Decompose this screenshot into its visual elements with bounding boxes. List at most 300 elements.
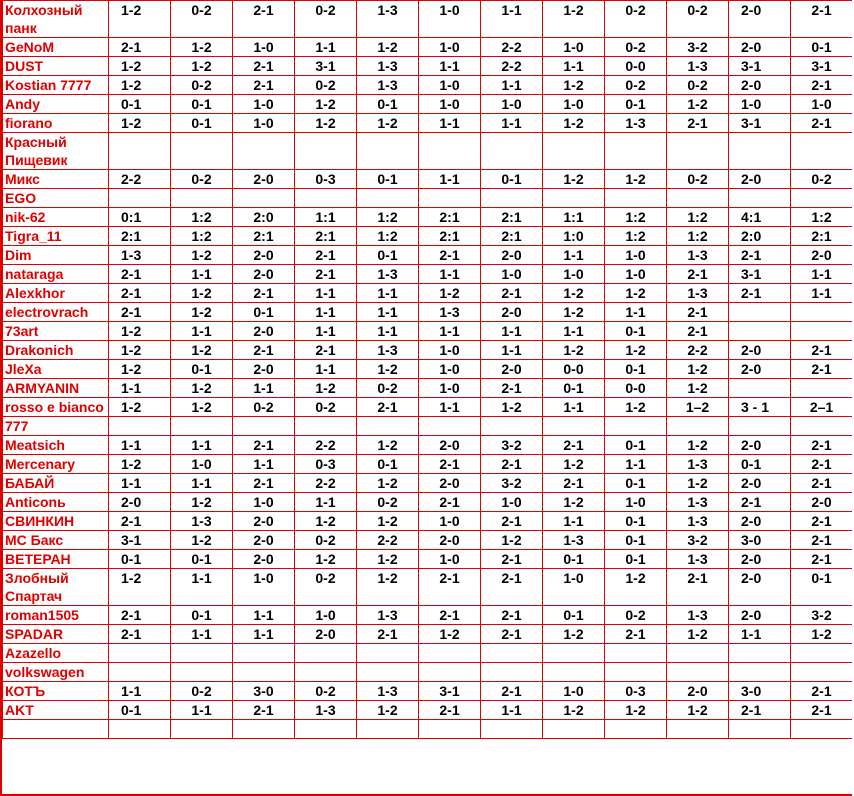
score-cell: 3-2 [667, 531, 729, 550]
score-cell: 2-1 [233, 341, 295, 360]
participant-name: Anticonь [3, 493, 109, 512]
score-cell: 2-1 [791, 701, 853, 720]
score-cell [791, 379, 853, 398]
score-cell: 1-2 [357, 436, 419, 455]
score-cell: 0-2 [667, 76, 729, 95]
score-cell [729, 379, 791, 398]
score-cell: 1-2 [295, 550, 357, 569]
score-cell: 0-2 [171, 1, 233, 38]
score-cell: 2-1 [109, 625, 171, 644]
score-cell: 1-0 [729, 95, 791, 114]
score-cell: 1-3 [357, 606, 419, 625]
table-row [3, 625, 853, 644]
score-cell: 1-2 [171, 57, 233, 76]
score-cell: 1-2 [171, 284, 233, 303]
score-cell: 1-0 [419, 95, 481, 114]
score-cell: 2-0 [791, 493, 853, 512]
score-cell: 3-1 [729, 57, 791, 76]
score-cell: 1-0 [419, 550, 481, 569]
score-cell: 0-2 [667, 170, 729, 189]
score-cell: 2-0 [481, 303, 543, 322]
score-cell: 2-1 [233, 76, 295, 95]
score-cell [791, 322, 853, 341]
score-cell: 1-2 [667, 436, 729, 455]
score-cell: 0-2 [605, 38, 667, 57]
score-cell [233, 189, 295, 208]
score-cell: 1-1 [419, 265, 481, 284]
table-row [3, 569, 853, 606]
score-cell: 1-1 [357, 284, 419, 303]
score-cell: 1-3 [357, 1, 419, 38]
score-cell [109, 133, 171, 170]
participant-name: rosso e bianco [3, 398, 109, 417]
score-cell: 1-1 [543, 512, 605, 531]
score-cell: 1-0 [233, 569, 295, 606]
score-cell: 0-1 [233, 303, 295, 322]
score-cell: 2-1 [481, 606, 543, 625]
score-cell: 1-2 [543, 303, 605, 322]
score-cell: 1-0 [481, 493, 543, 512]
score-cell: 2-1 [481, 625, 543, 644]
score-cell: 1-0 [419, 76, 481, 95]
score-cell: 1-3 [357, 341, 419, 360]
score-cell: 1-0 [233, 493, 295, 512]
score-cell: 1-0 [295, 606, 357, 625]
score-cell: 2-0 [667, 682, 729, 701]
score-cell: 2-1 [109, 606, 171, 625]
score-cell: 2-0 [295, 625, 357, 644]
score-cell: 3-0 [729, 682, 791, 701]
score-cell [233, 720, 295, 739]
score-cell: 2-1 [605, 625, 667, 644]
table-row [3, 95, 853, 114]
score-cell [419, 720, 481, 739]
score-cell: 3-1 [295, 57, 357, 76]
score-cell: 1-1 [543, 246, 605, 265]
score-cell: 1-3 [605, 114, 667, 133]
score-cell: 1-2 [605, 569, 667, 606]
score-cell: 2-1 [729, 284, 791, 303]
score-cell: 2-1 [481, 379, 543, 398]
score-cell [481, 663, 543, 682]
score-cell: 1-1 [481, 76, 543, 95]
participant-name: volkswagen [3, 663, 109, 682]
score-cell: 2-1 [109, 284, 171, 303]
score-cell: 1-1 [233, 625, 295, 644]
score-cell [109, 720, 171, 739]
score-cell: 0-1 [543, 606, 605, 625]
score-cell: 2-1 [109, 265, 171, 284]
score-cell [481, 417, 543, 436]
score-cell: 1-2 [543, 455, 605, 474]
score-cell: 0-1 [357, 170, 419, 189]
table-row [3, 417, 853, 436]
score-cell: 1-3 [667, 606, 729, 625]
participant-name: Andy [3, 95, 109, 114]
table-row [3, 493, 853, 512]
score-cell [481, 133, 543, 170]
score-cell: 1-2 [605, 284, 667, 303]
score-cell: 2-0 [729, 606, 791, 625]
score-cell: 2:1 [481, 227, 543, 246]
score-cell [729, 720, 791, 739]
score-cell: 2-1 [667, 569, 729, 606]
score-cell: 1-2 [543, 493, 605, 512]
table-row [3, 246, 853, 265]
score-cell: 3-2 [481, 474, 543, 493]
score-cell: 1-2 [605, 398, 667, 417]
score-cell: 0-0 [605, 379, 667, 398]
table-row [3, 57, 853, 76]
participant-name: СВИНКИН [3, 512, 109, 531]
score-cell: 2-1 [109, 303, 171, 322]
score-cell: 0-1 [357, 455, 419, 474]
table-row [3, 663, 853, 682]
participant-name: GeNoM [3, 38, 109, 57]
score-cell: 0-1 [605, 95, 667, 114]
participant-name: Колхозный панк [3, 1, 109, 38]
score-cell: 3-2 [791, 606, 853, 625]
table-row [3, 531, 853, 550]
score-cell: 1-2 [357, 38, 419, 57]
score-cell: 1-2 [171, 246, 233, 265]
score-cell: 0-2 [295, 1, 357, 38]
score-cell [171, 663, 233, 682]
score-cell [791, 720, 853, 739]
table-row [3, 114, 853, 133]
score-cell: 0:1 [109, 208, 171, 227]
score-cell [481, 720, 543, 739]
score-cell: 1-0 [233, 114, 295, 133]
table-row [3, 644, 853, 663]
score-cell: 2-1 [481, 682, 543, 701]
table-row [3, 701, 853, 720]
score-cell: 1-2 [295, 95, 357, 114]
score-cell: 3-1 [729, 114, 791, 133]
score-cell: 2-1 [791, 682, 853, 701]
score-cell: 2-1 [295, 246, 357, 265]
score-cell: 1-2 [543, 170, 605, 189]
score-cell [295, 663, 357, 682]
score-cell: 1-1 [109, 474, 171, 493]
score-cell [419, 644, 481, 663]
score-cell: 1-0 [543, 682, 605, 701]
score-cell: 2-1 [233, 1, 295, 38]
score-cell [791, 189, 853, 208]
score-cell: 2-0 [233, 512, 295, 531]
score-cell: 3-1 [109, 531, 171, 550]
score-cell: 1-0 [543, 38, 605, 57]
table-row [3, 550, 853, 569]
table-row [3, 189, 853, 208]
score-cell: 1-1 [791, 284, 853, 303]
score-cell: 1-1 [357, 303, 419, 322]
score-cell: 0-1 [605, 550, 667, 569]
score-cell: 1-3 [109, 246, 171, 265]
score-cell: 2-0 [729, 1, 791, 38]
score-cell [729, 322, 791, 341]
score-cell: 1-2 [357, 114, 419, 133]
score-cell: 2-0 [729, 569, 791, 606]
score-cell [295, 133, 357, 170]
score-cell: 1-2 [543, 625, 605, 644]
score-cell: 0-1 [171, 114, 233, 133]
score-cell: 1-0 [171, 455, 233, 474]
participant-name: JleXa [3, 360, 109, 379]
score-cell: 2-1 [295, 341, 357, 360]
score-cell: 2-0 [729, 341, 791, 360]
score-cell: 1-1 [791, 265, 853, 284]
score-cell [357, 133, 419, 170]
score-cell: 0-1 [605, 531, 667, 550]
table-row [3, 76, 853, 95]
score-cell: 1-2 [357, 512, 419, 531]
score-cell [729, 303, 791, 322]
score-cell: 1-1 [481, 341, 543, 360]
score-cell: 1-1 [171, 322, 233, 341]
score-cell [791, 133, 853, 170]
score-cell: 1-1 [729, 625, 791, 644]
score-cell: 1-2 [109, 114, 171, 133]
score-cell: 2-0 [481, 360, 543, 379]
score-cell [791, 644, 853, 663]
score-cell: 2-1 [791, 474, 853, 493]
score-cell: 3-0 [729, 531, 791, 550]
score-cell: 0-1 [109, 701, 171, 720]
score-cell: 1-0 [791, 95, 853, 114]
table-row [3, 398, 853, 417]
score-cell [419, 663, 481, 682]
score-cell: 1-3 [171, 512, 233, 531]
score-cell: 2-1 [667, 265, 729, 284]
score-cell [171, 133, 233, 170]
participant-name: ВЕТЕРАН [3, 550, 109, 569]
score-cell: 1-2 [605, 701, 667, 720]
participant-name: Meatsich [3, 436, 109, 455]
score-cell: 0-1 [171, 95, 233, 114]
score-cell: 1-1 [481, 114, 543, 133]
score-cell: 1-1 [419, 170, 481, 189]
score-cell: 1-0 [419, 341, 481, 360]
participant-name: Azazello [3, 644, 109, 663]
table-row [3, 38, 853, 57]
score-cell: 0-1 [109, 550, 171, 569]
participant-name: nik-62 [3, 208, 109, 227]
table-row [3, 208, 853, 227]
score-cell: 1-1 [481, 701, 543, 720]
score-cell: 2-0 [729, 360, 791, 379]
score-cell: 1-0 [605, 493, 667, 512]
score-cell: 2-0 [233, 265, 295, 284]
score-cell: 1:2 [791, 208, 853, 227]
score-cell: 1-1 [109, 436, 171, 455]
score-cell: 0-1 [171, 550, 233, 569]
score-cell: 1-2 [481, 398, 543, 417]
score-cell: 1-1 [419, 322, 481, 341]
score-cell [667, 663, 729, 682]
score-cell: 2-0 [233, 550, 295, 569]
score-cell: 2-1 [233, 57, 295, 76]
score-cell: 2-1 [729, 493, 791, 512]
score-cell: 0-2 [295, 531, 357, 550]
score-cell: 2-1 [419, 246, 481, 265]
score-cell: 2-2 [295, 474, 357, 493]
score-cell: 1-2 [109, 398, 171, 417]
score-cell: 2-2 [481, 57, 543, 76]
score-cell [667, 133, 729, 170]
score-cell: 1-2 [171, 341, 233, 360]
score-cell: 1-2 [605, 341, 667, 360]
score-cell: 2-0 [419, 436, 481, 455]
score-cell: 1-2 [109, 1, 171, 38]
score-cell: 1-2 [543, 341, 605, 360]
score-cell: 2-1 [419, 701, 481, 720]
score-cell: 2-1 [667, 322, 729, 341]
score-cell: 2:1 [109, 227, 171, 246]
table-row [3, 322, 853, 341]
score-cell: 2-1 [791, 455, 853, 474]
score-cell: 1-0 [481, 265, 543, 284]
score-cell [171, 417, 233, 436]
score-cell: 1-1 [295, 322, 357, 341]
score-cell: 1-2 [667, 95, 729, 114]
score-cell [543, 417, 605, 436]
score-cell: 1-1 [109, 379, 171, 398]
score-cell: 2-0 [233, 246, 295, 265]
score-cell: 1-1 [543, 57, 605, 76]
table-row [3, 606, 853, 625]
score-cell: 1-1 [295, 360, 357, 379]
score-cell [667, 189, 729, 208]
table-row [3, 512, 853, 531]
table-row [3, 341, 853, 360]
score-cell: 1-3 [667, 550, 729, 569]
score-cell: 0-1 [605, 474, 667, 493]
score-cell: 0-2 [171, 170, 233, 189]
score-cell: 1-2 [357, 569, 419, 606]
participant-name: Dim [3, 246, 109, 265]
score-cell: 2-0 [233, 531, 295, 550]
score-cell: 1-3 [667, 246, 729, 265]
score-cell: 1-2 [667, 360, 729, 379]
score-cell: 2-0 [729, 474, 791, 493]
score-cell: 1-2 [171, 379, 233, 398]
score-cell [667, 644, 729, 663]
participant-name: AKT [3, 701, 109, 720]
score-cell: 1-2 [791, 625, 853, 644]
score-cell: 2-2 [357, 531, 419, 550]
score-cell: 1:2 [357, 227, 419, 246]
participant-name: nataraga [3, 265, 109, 284]
score-cell [295, 417, 357, 436]
score-cell: 2:1 [419, 227, 481, 246]
score-cell: 2-1 [419, 493, 481, 512]
score-cell: 2-1 [419, 455, 481, 474]
score-cell: 1:2 [171, 227, 233, 246]
score-cell: 1:2 [357, 208, 419, 227]
score-cell [543, 644, 605, 663]
score-cell [481, 644, 543, 663]
score-cell: 1-1 [543, 398, 605, 417]
score-cell: 0-1 [729, 455, 791, 474]
table-row [3, 682, 853, 701]
score-cell: 2-1 [791, 76, 853, 95]
participant-name: ARMYANIN [3, 379, 109, 398]
score-cell: 2-1 [729, 701, 791, 720]
score-cell [419, 133, 481, 170]
score-cell: 3-1 [791, 57, 853, 76]
score-cell: 0-2 [605, 1, 667, 38]
score-cell: 1:1 [295, 208, 357, 227]
score-cell: 1:2 [605, 227, 667, 246]
score-cell: 2-1 [233, 284, 295, 303]
score-cell: 1-1 [419, 114, 481, 133]
score-cell: 0-2 [667, 1, 729, 38]
score-cell: 1-2 [171, 38, 233, 57]
score-cell: 0-0 [605, 57, 667, 76]
score-cell: 2-1 [357, 398, 419, 417]
score-cell [171, 644, 233, 663]
table-row [3, 720, 853, 739]
score-cell: 2-0 [729, 76, 791, 95]
score-cell: 0-1 [791, 569, 853, 606]
score-cell: 2-1 [109, 512, 171, 531]
participant-name: Alexkhor [3, 284, 109, 303]
score-cell: 1-1 [295, 38, 357, 57]
score-cell: 1-2 [109, 57, 171, 76]
score-cell: 1-2 [109, 455, 171, 474]
score-cell: 1-2 [667, 379, 729, 398]
score-cell [171, 720, 233, 739]
score-cell: 0-1 [605, 322, 667, 341]
score-cell: 1-3 [357, 265, 419, 284]
score-cell: 1-2 [295, 512, 357, 531]
score-cell [729, 663, 791, 682]
score-cell: 1-2 [543, 701, 605, 720]
participant-name: Микс [3, 170, 109, 189]
score-cell: 1-2 [419, 625, 481, 644]
score-cell: 2:1 [295, 227, 357, 246]
score-cell: 1-0 [419, 512, 481, 531]
score-cell: 0-2 [295, 398, 357, 417]
score-cell: 1-1 [109, 682, 171, 701]
score-cell: 1-3 [357, 57, 419, 76]
score-cell: 0-1 [357, 95, 419, 114]
score-cell: 1-2 [171, 398, 233, 417]
score-cell [357, 720, 419, 739]
score-cell: 2:0 [729, 227, 791, 246]
score-cell: 0-2 [605, 606, 667, 625]
score-cell: 1-2 [419, 284, 481, 303]
score-cell: 0-1 [481, 170, 543, 189]
score-cell [357, 663, 419, 682]
participant-name [3, 720, 109, 739]
score-cell [357, 417, 419, 436]
score-cell: 1-1 [171, 701, 233, 720]
table-row [3, 265, 853, 284]
score-cell: 2-1 [109, 38, 171, 57]
score-cell: 0-2 [605, 76, 667, 95]
score-cell: 1-3 [357, 682, 419, 701]
participant-name: DUST [3, 57, 109, 76]
score-cell: 1-0 [233, 38, 295, 57]
score-cell: 1-3 [419, 303, 481, 322]
participant-name: SPADAR [3, 625, 109, 644]
score-cell: 2-1 [233, 436, 295, 455]
predictions-table [2, 0, 852, 739]
participant-name: Злобный Спартач [3, 569, 109, 606]
score-cell: 2-1 [481, 569, 543, 606]
